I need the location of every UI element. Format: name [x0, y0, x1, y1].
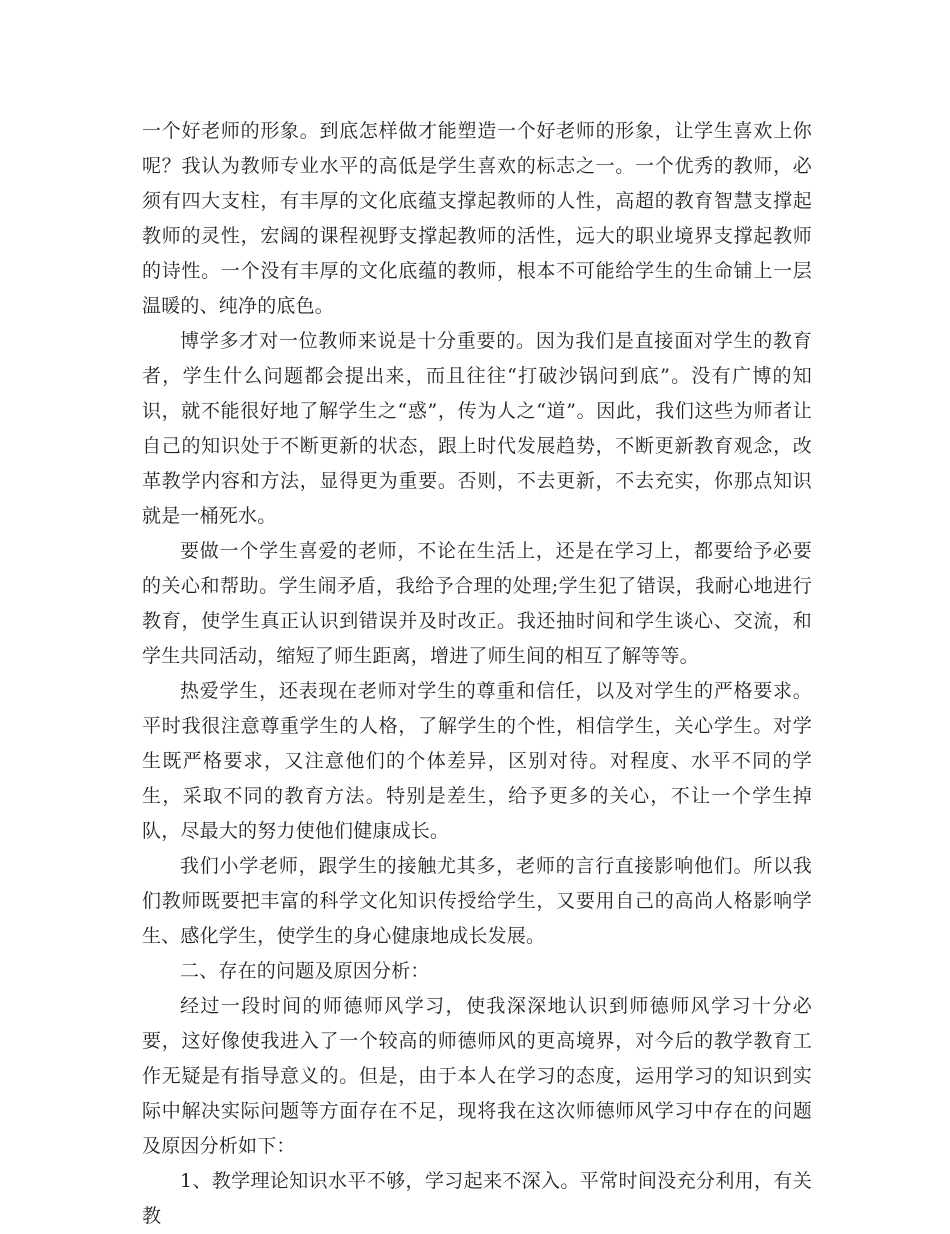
paragraph-care: 要做一个学生喜爱的老师，不论在生活上，还是在学习上，都要给予必要的关心和帮助。学生闹矛盾，我给予合理的处理;学生犯了错误，我耐心地进行教育，使学生真正认识到错误并及时改正。我还抽时间和学生谈心、交流，和学生共同活动，缩短了师生距离，增进了师生间的相互了解等等。	[142, 540, 812, 667]
paragraph-continuation: 一个好老师的形象。到底怎样做才能塑造一个好老师的形象，让学生喜欢上你呢？我认为教师专业水平的高低是学生喜欢的标志之一。一个优秀的教师，必须有四大支柱，有丰厚的文化底蕴支撑起教师的人性，高超的教育智慧支撑起教师的灵性，宏阔的课程视野支撑起教师的活性，远大的职业境界支撑起教师的诗性。一个没有丰厚的文化底蕴的教师，根本不可能给学生的生命铺上一层温暖的、纯净的底色。	[142, 120, 812, 317]
paragraph-influence: 我们小学老师，跟学生的接触尤其多，老师的言行直接影响他们。所以我们教师既要把丰富的科学文化知识传授给学生，又要用自己的高尚人格影响学生、感化学生，使学生的身心健康地成长发展。	[142, 855, 812, 947]
paragraph-analysis: 经过一段时间的师德师风学习，使我深深地认识到师德师风学习十分必要，这好像使我进入了一个较高的师德师风的更高境界，对今后的教学教育工作无疑是有指导意义的。但是，由于本人在学习的态度，运用学习的知识到实际中解决实际问题等方面存在不足，现将我在这次师德师风学习中存在的问题及原因分析如下：	[142, 995, 812, 1157]
section-heading: 二、存在的问题及原因分析：	[180, 960, 430, 982]
paragraph-erudition: 博学多才对一位教师来说是十分重要的。因为我们是直接面对学生的教育者，学生什么问题都会提出来，而且往往“打破沙锅问到底”。没有广博的知识，就不能很好地了解学生之“惑”，传为人之“道”。因此，我们这些为师者让自己的知识处于不断更新的状态，跟上时代发展趋势，不断更新教育观念，改革教学内容和方法，显得更为重要。否则，不去更新，不去充实，你那点知识就是一桶死水。	[142, 330, 812, 527]
document-body	[142, 114, 812, 1234]
paragraph-item-1: 1、教学理论知识水平不够，学习起来不深入。平常时间没充分利用，有关教	[142, 1170, 812, 1227]
paragraph-respect: 热爱学生，还表现在老师对学生的尊重和信任，以及对学生的严格要求。平时我很注意尊重学生的人格，了解学生的个性，相信学生，关心学生。对学生既严格要求，又注意他们的个体差异，区别对待。对程度、水平不同的学生，采取不同的教育方法。特别是差生，给予更多的关心，不让一个学生掉队，尽最大的努力使他们健康成长。	[142, 680, 812, 842]
